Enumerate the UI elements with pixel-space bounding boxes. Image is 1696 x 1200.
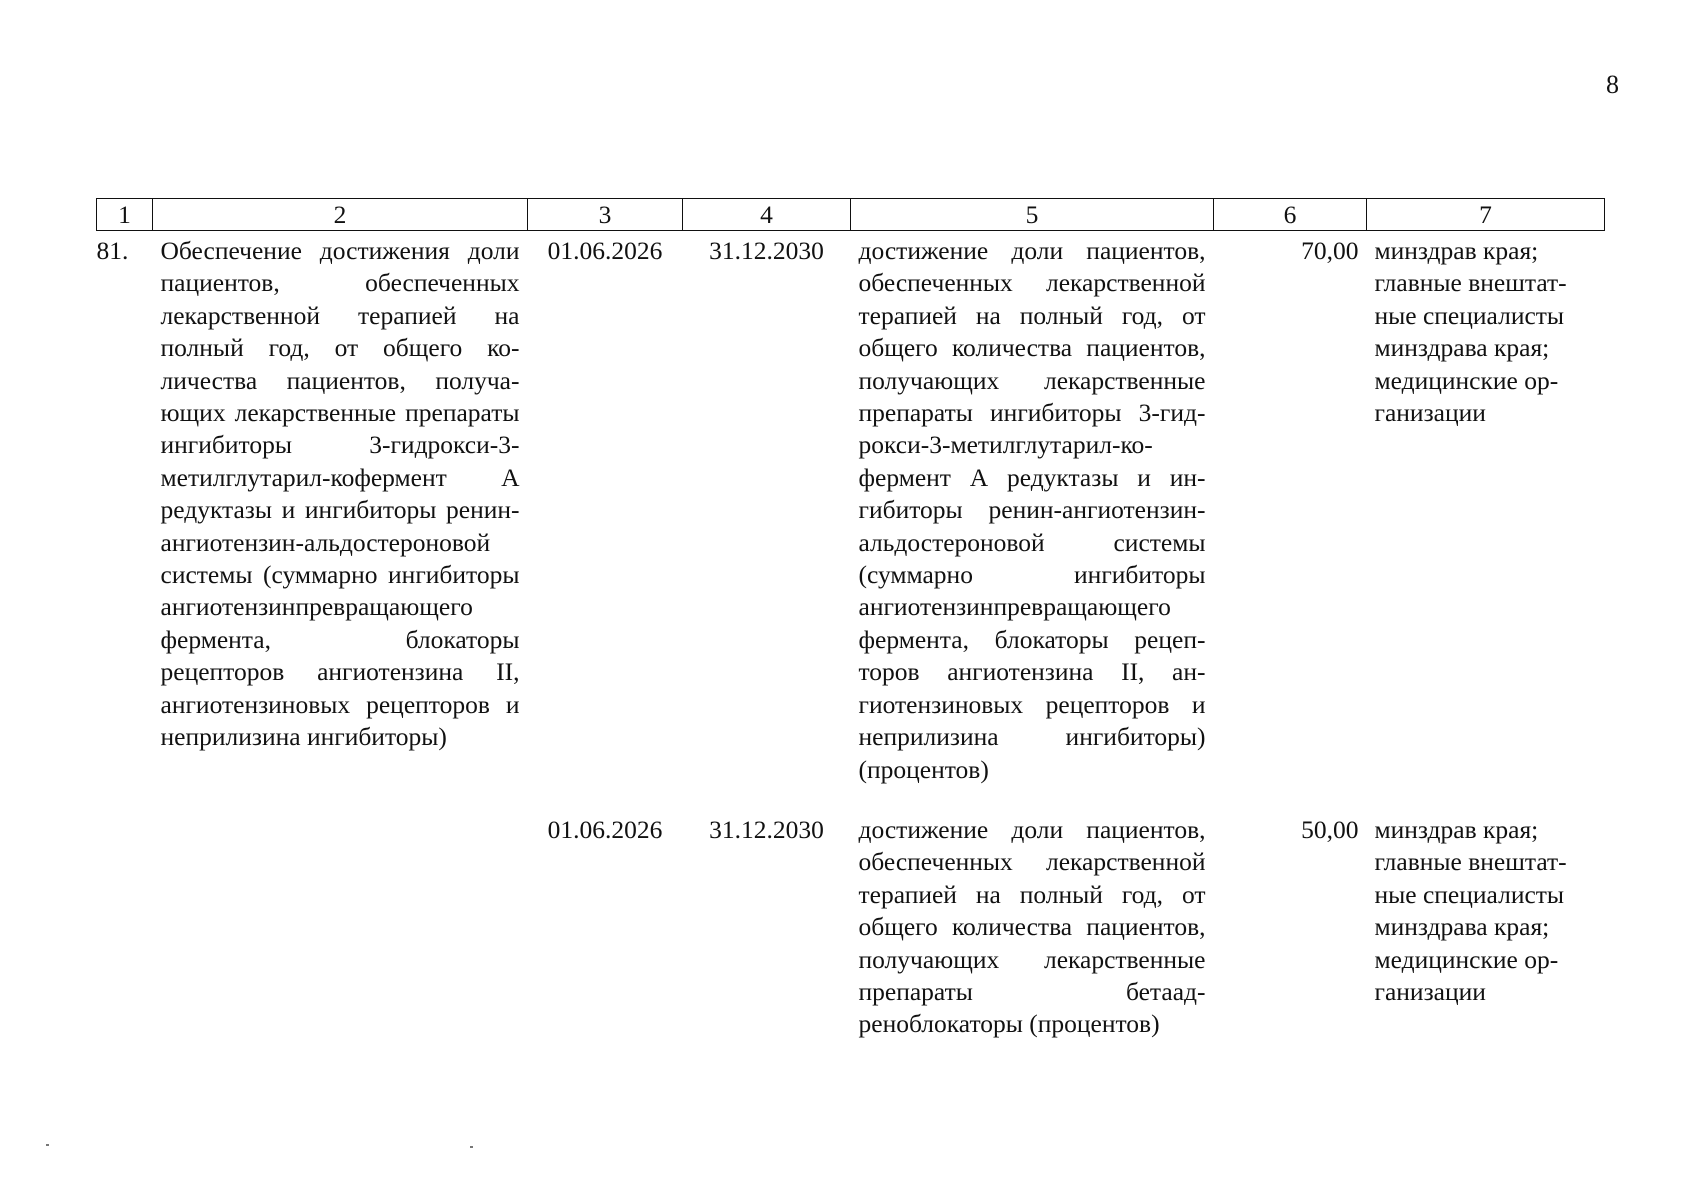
- scan-speck: [46, 1144, 49, 1146]
- activity-text: [153, 786, 528, 1041]
- row-number: 81.: [96, 236, 129, 265]
- column-header-5: 5: [851, 199, 1214, 231]
- column-header-6: 6: [1214, 199, 1367, 231]
- scan-speck: [470, 1146, 473, 1148]
- end-date: 31.12.2030: [709, 236, 824, 265]
- column-header-2: 2: [153, 199, 528, 231]
- responsible-item: минздрав края;: [1374, 236, 1539, 265]
- row-number: [97, 786, 153, 1041]
- table-header-row: [97, 199, 1605, 231]
- responsible-list: [1367, 786, 1605, 1041]
- start-date: 01.06.2026: [547, 814, 663, 844]
- indicator-text: достижение доли пациентов, обеспеченных лекарственной терапией на полный год, от общего количества пациентов, получающих лекарственные препараты ингибиторы 3-гидрокси-3-метилглутарил-кофермент А редуктазы и ингибиторы ренин-ангиотензин-альдостероновой системы (суммарно ингибиторы ангиотензинпревращающего фермента, блокаторы рецепторов ангиотензина II, ангиотензиновых рецепторов и неприлизина ингибиторы) (процентов): [858, 236, 1206, 784]
- column-header-1: 1: [97, 199, 153, 231]
- responsible-item: минздрав края;: [1374, 814, 1539, 844]
- column-header-4: 4: [683, 199, 851, 231]
- table-row: [97, 786, 1605, 1041]
- page-number: 8: [1606, 70, 1619, 99]
- responsible-item: медицинские организации: [1374, 944, 1559, 1006]
- responsible-item: главные внештатные специалисты минздрава края;: [1374, 847, 1567, 942]
- measures-table: [96, 198, 1605, 1041]
- start-date: 01.06.2026: [547, 236, 663, 265]
- table-row: [97, 231, 1605, 786]
- end-date: 31.12.2030: [709, 814, 824, 844]
- indicator-text: достижение доли пациентов, обеспеченных лекарственной терапией на полный год, от общего количества пациентов, получающих лекарственные препараты бетаадреноблокаторы (процентов): [858, 814, 1206, 1039]
- responsible-item: медицинские организации: [1374, 365, 1559, 428]
- responsible-item: главные внештатные специалисты минздрава края;: [1374, 268, 1567, 363]
- activity-text: Обеспечение достижения доли пациентов, обеспеченных лекарственной терапией на полный год, от общего количества пациентов, получающих лекарственные препараты ингибиторы 3-гидрокси-3-метилглутарил-кофермент А редуктазы и ингибиторы ренин-ангиотензин-альдостероновой системы (суммарно ингибиторы ангиотензинпревращающего фермента, блокаторы рецепторов ангиотензина II, ангиотензиновых рецепторов и неприлизина ингибиторы): [160, 236, 520, 752]
- responsible-list: [1367, 231, 1605, 786]
- indicator-value: 70,00: [1301, 236, 1359, 265]
- column-header-7: 7: [1367, 199, 1605, 231]
- column-header-3: 3: [528, 199, 683, 231]
- indicator-value: 50,00: [1301, 814, 1359, 844]
